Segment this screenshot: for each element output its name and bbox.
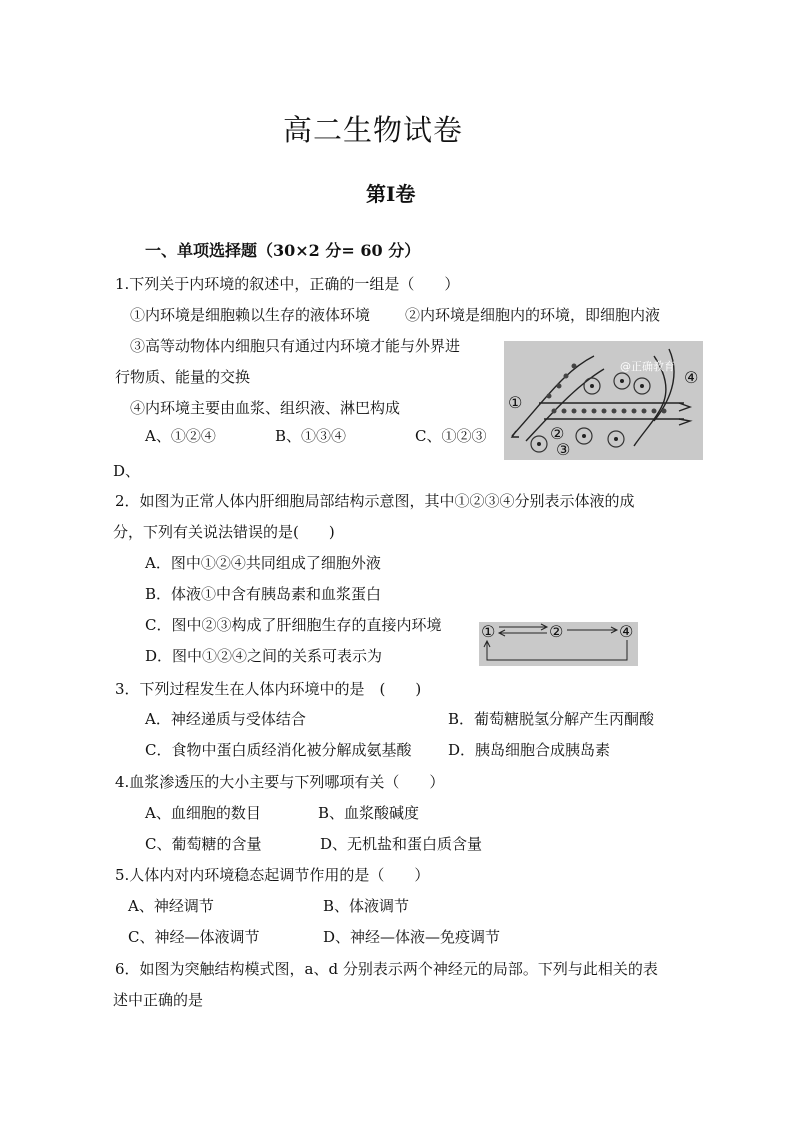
q1-statement-1: ①内环境是细胞赖以生存的液体环境 [130,306,371,324]
q5-option-a: A、神经调节 [128,897,214,915]
liver-cell-diagram [504,341,703,460]
q1-stem: 1.下列关于内环境的叙述中，正确的一组是（ ） [115,275,460,293]
q1-statement-3a: ③高等动物体内细胞只有通过内环境才能与外界进 [130,337,461,355]
q3-option-b: B．葡萄糖脱氢分解产生丙酮酸 [448,710,655,728]
q3-option-c: C．食物中蛋白质经消化被分解成氨基酸 [145,741,412,759]
q1-statement-4: ④内环境主要由血浆、组织液、淋巴构成 [130,399,401,417]
q6-stem-line2: 述中正确的是 [113,991,204,1009]
relationship-node-2: ② [549,622,564,641]
q5-option-c: C、神经—体液调节 [128,928,260,946]
section-heading: 一、单项选择题（30×2 分= 60 分） [145,241,421,260]
q1-statement-3b: 行物质、能量的交换 [115,368,251,386]
q1-option-a: A、①②④ [145,427,216,445]
q1-statement-2: ②内环境是细胞内的环境，即细胞内液 [405,306,661,324]
q4-option-b: B、血浆酸碱度 [318,804,420,822]
q1-option-c: C、①②③ [415,427,487,445]
q2-stem-line1: 2．如图为正常人体内肝细胞局部结构示意图，其中①②③④分别表示体液的成 [115,492,635,510]
q2-option-b: B．体液①中含有胰岛素和血浆蛋白 [145,585,382,603]
page-title: 高二生物试卷 [283,113,464,147]
q4-option-d: D、无机盐和蛋白质含量 [320,835,483,853]
diagram-watermark: @正确教育 [620,360,675,373]
q4-option-c: C、葡萄糖的含量 [145,835,262,853]
relationship-node-4: ④ [619,622,634,641]
diagram-label-4: ④ [684,368,699,387]
fluid-relationship-art [479,622,638,666]
relationship-node-1: ① [481,622,496,641]
q2-option-a: A．图中①②④共同组成了细胞外液 [145,554,381,572]
q3-option-a: A．神经递质与受体结合 [145,710,306,728]
q4-stem: 4.血浆渗透压的大小主要与下列哪项有关（ ） [115,773,445,791]
q5-option-d: D、神经—体液—免疫调节 [323,928,501,946]
q3-option-d: D．胰岛细胞合成胰岛素 [448,741,611,759]
diagram-label-2: ② [550,424,565,443]
q6-stem-line1: 6．如图为突触结构模式图，a、d 分别表示两个神经元的局部。下列与此相关的表 [115,960,658,978]
q1-option-b: B、①③④ [275,427,347,445]
diagram-label-1: ① [508,393,523,412]
liver-cell-diagram-art [504,341,703,460]
q3-stem: 3．下列过程发生在人体内环境中的是 ( ) [115,680,422,698]
q2-option-d: D．图中①②④之间的关系可表示为 [145,647,383,665]
fluid-relationship-diagram [479,622,638,666]
volume-heading: 第Ⅰ卷 [366,182,416,206]
q5-option-b: B、体液调节 [323,897,410,915]
q1-option-d: D、 [113,462,141,480]
q2-stem-line2: 分，下列有关说法错误的是( ) [113,523,335,541]
q4-option-a: A、血细胞的数目 [145,804,261,822]
q2-option-c: C．图中②③构成了肝细胞生存的直接内环境 [145,616,442,634]
q5-stem: 5.人体内对内环境稳态起调节作用的是（ ） [115,866,430,884]
diagram-label-3: ③ [556,440,571,459]
